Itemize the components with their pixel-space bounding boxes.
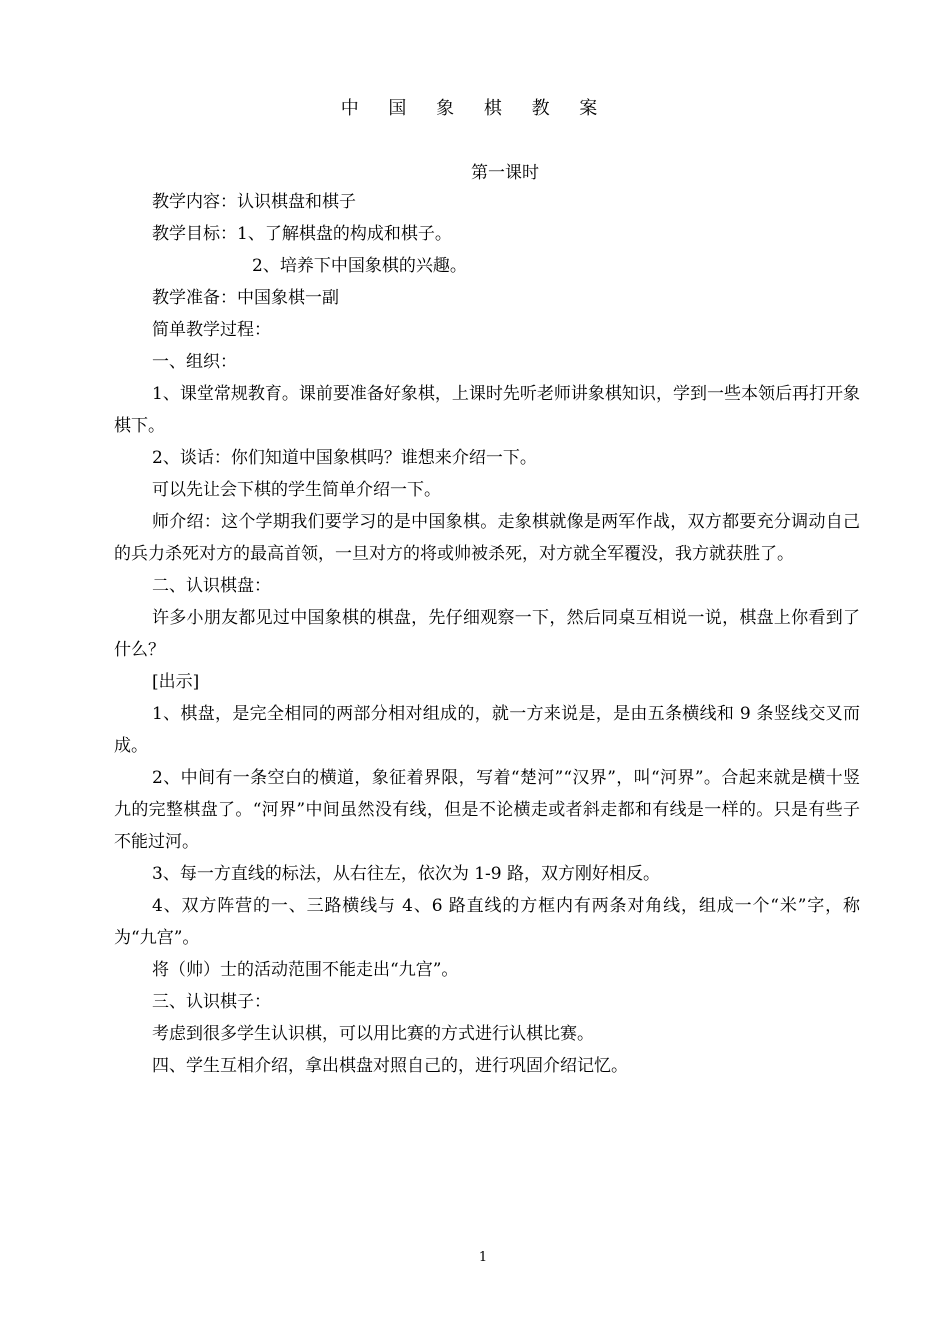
- paragraph-palace-rule: 将（帅）士的活动范围不能走出“九宫”。: [152, 960, 459, 980]
- teaching-goal-1: 教学目标：1、了解棋盘的构成和棋子。: [152, 224, 452, 244]
- paragraph-classroom-routine: 1、课堂常规教育。课前要准备好象棋，上课时先听老师讲象棋知识，学到一些本领后再打开象棋下。: [114, 384, 860, 436]
- teaching-goal-2: 2、培养下中国象棋的兴趣。: [252, 256, 467, 276]
- paragraph-student-intro: 可以先让会下棋的学生简单介绍一下。: [152, 480, 441, 500]
- document-title: 中 国 象 棋 教 案: [340, 98, 610, 119]
- document-body: [114, 186, 860, 1082]
- paragraph-show: [出示]: [152, 672, 200, 692]
- section-organize: 一、组织：: [152, 352, 237, 372]
- page-number: 1: [478, 1250, 488, 1265]
- teaching-preparation: 教学准备：中国象棋一副: [152, 288, 339, 308]
- paragraph-teacher-intro: 师介绍：这个学期我们要学习的是中国象棋。走象棋就像是两军作战，双方都要充分调动自己的兵力杀死对方的最高首领，一旦对方的将或帅被杀死，对方就全军覆没，我方就获胜了。: [114, 512, 860, 564]
- lesson-heading: 第一课时: [471, 163, 539, 183]
- paragraph-line-numbering: 3、每一方直线的标法，从右往左，依次为 1-9 路，双方刚好相反。: [152, 864, 660, 884]
- teaching-content: 教学内容：认识棋盘和棋子: [152, 192, 356, 212]
- paragraph-river-boundary: 2、中间有一条空白的横道，象征着界限，写着“楚河”“汉界”，叫“河界”。合起来就是横十竖九的完整棋盘了。“河界”中间虽然没有线，但是不论横走或者斜走都和有线是一样的。只是有些子不能过河。: [114, 768, 860, 852]
- section-board: 二、认识棋盘：: [152, 576, 271, 596]
- section-pieces: 三、认识棋子：: [152, 992, 271, 1012]
- paragraph-board-structure: 1、棋盘，是完全相同的两部分相对组成的，就一方来说是，是由五条横线和 9 条竖线交叉而成。: [114, 704, 860, 756]
- section-review: 四、学生互相介绍，拿出棋盘对照自己的，进行巩固介绍记忆。: [152, 1056, 628, 1076]
- process-heading: 简单教学过程：: [152, 320, 271, 340]
- paragraph-observe-board: 许多小朋友都见过中国象棋的棋盘，先仔细观察一下，然后同桌互相说一说，棋盘上你看到了什么？: [114, 608, 860, 660]
- paragraph-talk: 2、谈话：你们知道中国象棋吗？谁想来介绍一下。: [152, 448, 537, 468]
- paragraph-piece-game: 考虑到很多学生认识棋，可以用比赛的方式进行认棋比赛。: [152, 1024, 594, 1044]
- paragraph-palace: 4、双方阵营的一、三路横线与 4、6 路直线的方框内有两条对角线，组成一个“米”字，称为“九宫”。: [114, 896, 860, 948]
